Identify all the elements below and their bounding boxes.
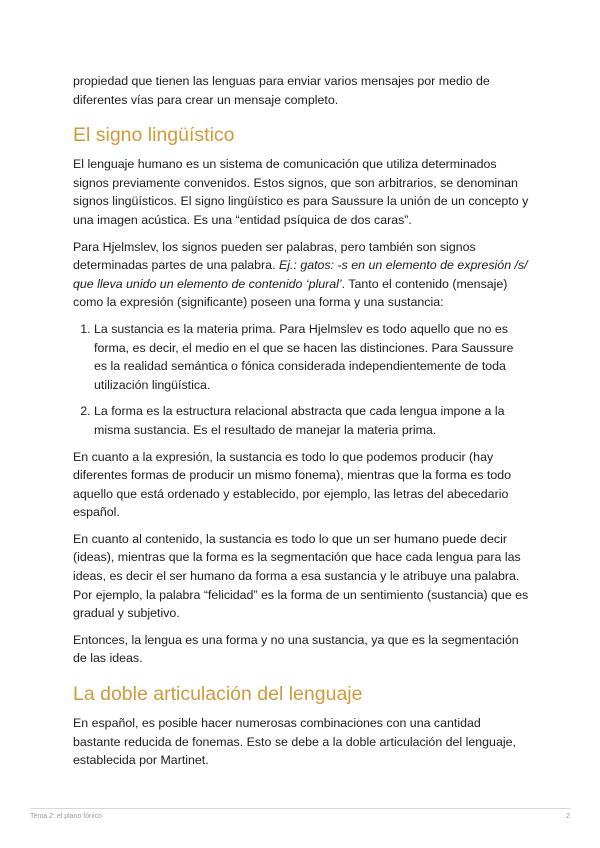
list-item: 2. La forma es la estructura relacional abstracta que cada lengua impone a la misma sustancia. Es el resultado de manejar la materia prima. [94,402,529,439]
section-title-signo: El signo lingüístico [73,124,235,147]
page-content [73,72,529,778]
section-title-doble-articulacion: La doble articulación del lenguaje [73,683,363,706]
example-text: Ej.: gatos: -s en un elemento de expresión /s/ que lleva unido un elemento de contenido ‘plural’ [73,258,528,291]
paragraph-espanol: En español, es posible hacer numerosas combinaciones con una cantidad bastante reducida de fonemas. Esto se debe a la doble articulación del lenguaje, establecida por Martinet. [73,716,516,768]
list-item: 1. La sustancia es la materia prima. Para Hjelmslev es todo aquello que no es forma, es decir, el medio en el que se hacen las distinciones. Para Saussure es la realidad semántica o fónica considerada independientemente de toda utilización lingüística. [94,320,529,394]
sustancia-forma-list [73,320,529,440]
paragraph-contenido: En cuanto al contenido, la sustancia es todo lo que un ser humano puede decir (ideas), mientras que la forma es la segmentación que hace cada lengua para las ideas, es decir el ser humano da forma a esa sustancia y le atribuye una palabra. Por ejemplo, la palabra “felicidad” es la forma de un sentimiento (sustancia) que es gradual y subjetivo. [73,531,529,621]
paragraph-hjelmslev [73,238,529,312]
page-number: 2 [566,813,570,820]
paragraph-conclusion: Entonces, la lengua es una forma y no una sustancia, ya que es la segmentación de las ideas. [73,632,519,666]
hjelmslev-text-end: . Tanto el contenido (mensaje) como la expresión (significante) poseen una forma y una sustancia: [73,276,508,310]
intro-paragraph: propiedad que tienen las lenguas para enviar varios mensajes por medio de diferentes vías para crear un mensaje completo. [73,74,490,107]
footer-topic: Tema 2: el plano fónico [30,813,102,820]
paragraph-expresion: En cuanto a la expresión, la sustancia es todo lo que podemos producir (hay diferentes formas de producir un mismo fonema), mientras que la forma es todo aquello que está ordenado y establecido, por ejemplo, las letras del abecedario español. [73,449,512,520]
footer-divider [30,808,570,809]
hjelmslev-text-start: Para Hjelmslev, los signos pueden ser palabras, pero también son signos determinadas partes de una palabra. [73,239,476,273]
paragraph-lenguaje-humano: El lenguaje humano es un sistema de comunicación que utiliza determinados signos previamente convenidos. Estos signos, que son arbitrarios, se denominan signos lingüísticos. El signo lingüístico es para Saussure la unión de un concepto y una imagen acústica. Es una “entidad psíquica de dos caras”. [73,157,529,227]
